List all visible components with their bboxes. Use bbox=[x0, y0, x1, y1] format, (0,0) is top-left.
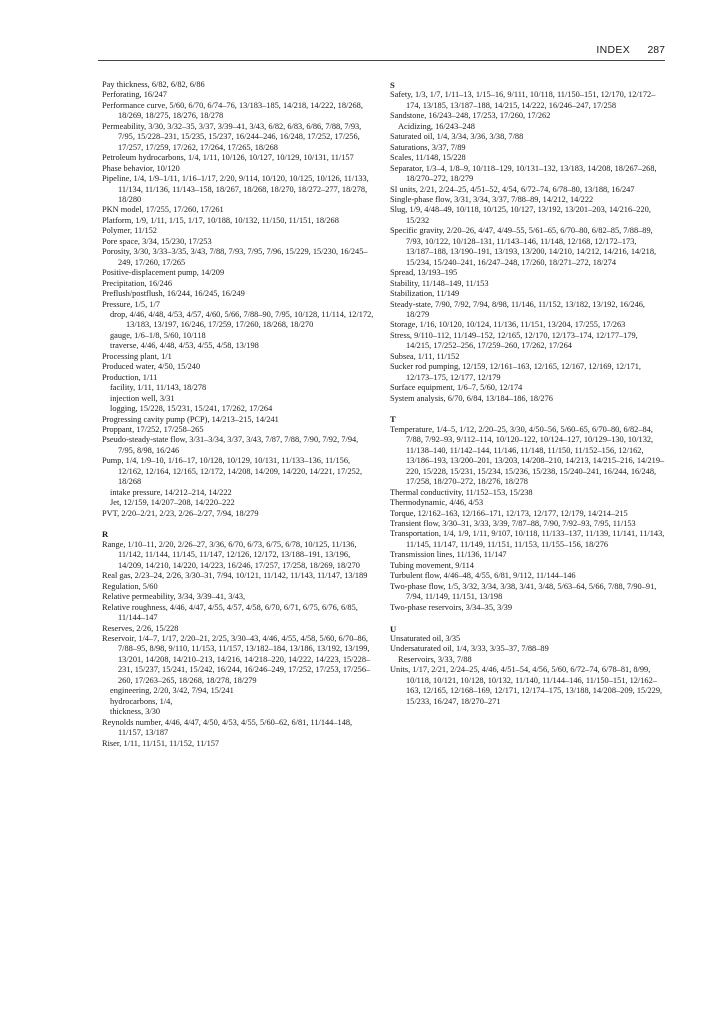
index-entry: Perforating, 16/247 bbox=[102, 90, 167, 100]
section-letter: S bbox=[390, 80, 395, 90]
index-entry: SI units, 2/21, 2/24–25, 4/51–52, 4/54, 6/72–74, 6/78–80, 13/188, 16/247 bbox=[390, 184, 635, 194]
index-subentry: traverse, 4/46, 4/48, 4/53, 4/55, 4/58, 13/198 bbox=[110, 341, 259, 351]
index-entry: Pore space, 3/34, 15/230, 17/253 bbox=[102, 236, 212, 246]
index-entry: Slug, 1/9, 4/48–49, 10/118, 10/125, 10/127, 13/192, 13/201–203, 14/216–220, 15/232 bbox=[390, 205, 651, 225]
index-section-u bbox=[390, 613, 665, 707]
index-entry: Production, 1/11 bbox=[102, 372, 158, 382]
index-entry: Pressure, 1/5, 1/7 bbox=[102, 299, 160, 309]
index-entry: System analysis, 6/70, 6/84, 13/184–186, 18/276 bbox=[390, 393, 553, 403]
index-section-s bbox=[390, 80, 665, 404]
index-entry: Turbulent flow, 4/46–48, 4/55, 6/81, 9/112, 11/144–146 bbox=[390, 571, 576, 581]
index-entry: Undersaturated oil, 1/4, 3/33, 3/35–37, 7/88–89 bbox=[390, 644, 549, 654]
index-entry: Separator, 1/3–4, 1/8–9, 10/118–129, 10/131–132, 13/183, 14/208, 18/267–268, 18/270–272, 18/279 bbox=[390, 163, 657, 184]
index-entry: Pseudo-steady-state flow, 3/31–3/34, 3/37, 3/43, 7/87, 7/88, 7/90, 7/92, 7/94, 7/95, 8/98, 16/246 bbox=[102, 435, 359, 455]
index-entry: Relative roughness, 4/46, 4/47, 4/55, 4/57, 4/58, 6/70, 6/71, 6/75, 6/76, 6/85, 11/144–147 bbox=[102, 602, 358, 623]
index-entry: Thermodynamic, 4/46, 4/53 bbox=[390, 498, 484, 508]
index-entry: PKN model, 17/255, 17/260, 17/261 bbox=[102, 205, 224, 215]
index-entry: Transportation, 1/4, 1/9, 1/11, 9/107, 10/118, 11/133–137, 11/139, 11/141, 11/143, 11/145, 11/147, 11/149, 11/151, 11/153, 11/155–156, 18/276 bbox=[390, 529, 665, 549]
index-subentry: gauge, 1/6–1/8, 5/60, 10/118 bbox=[110, 330, 206, 340]
index-entry: PVT, 2/20–2/21, 2/23, 2/26–2/27, 7/94, 18/279 bbox=[102, 508, 259, 518]
index-entry: Regulation, 5/60 bbox=[102, 581, 158, 591]
index-subentry: injection well, 3/31 bbox=[110, 393, 175, 403]
index-entry: Processing plant, 1/1 bbox=[102, 351, 172, 361]
index-entry: Pipeline, 1/4, 1/9–1/11, 1/16–1/17, 2/20, 9/114, 10/120, 10/125, 10/126, 11/133, 11/134, 11/136, 11/143–158, 18/267, 18/268, 18/270, 18/272–277, 18/278, 18/280 bbox=[102, 174, 369, 204]
index-entry: Precipitation, 16/246 bbox=[102, 278, 172, 288]
index-entry: Two-phase reservoirs, 3/34–35, 3/39 bbox=[390, 602, 512, 612]
index-entry: Units, 1/17, 2/21, 2/24–25, 4/46, 4/51–54, 4/56, 5/60, 6/72–74, 6/78–81, 8/99, 10/118, 10/121, 10/128, 10/132, 11/140, 11/144–146, 11/150–151, 12/162–163, 12/165, 12/168–169, 12/171, 12/174–175, 13/188, 14/208–209, 15/229, 15/233, 16/247, 18/270–271 bbox=[390, 665, 663, 706]
index-entry: Single-phase flow, 3/31, 3/34, 3/37, 7/88–89, 14/212, 14/222 bbox=[390, 194, 594, 204]
index-entry: Permeability, 3/30, 3/32–35, 3/37, 3/39–41, 3/43, 6/82, 6/83, 6/86, 7/88, 7/93, 7/95, 15/228–231, 15/235, 15/237, 16/244–246, 16/248, 17/252, 17/256, 17/257, 17/259, 17/262, 17/264, 17/265, 18/268 bbox=[102, 121, 362, 152]
index-entry: Sandstone, 16/243–248, 17/253, 17/260, 17/262 bbox=[390, 111, 551, 121]
index-subentry: thickness, 3/30 bbox=[110, 707, 161, 717]
index-entry: Storage, 1/16, 10/120, 10/124, 11/136, 11/151, 13/204, 17/255, 17/263 bbox=[390, 320, 626, 330]
index-subentry: intake pressure, 14/212–214, 14/222 bbox=[110, 487, 232, 497]
index-entry: Porosity, 3/30, 3/33–3/35, 3/43, 7/88, 7/93, 7/95, 7/96, 15/229, 15/230, 16/245–249, 17/260, 17/265 bbox=[102, 247, 368, 267]
header-rule bbox=[98, 60, 665, 61]
index-entry: Range, 1/10–11, 2/20, 2/26–27, 3/36, 6/70, 6/73, 6/75, 6/78, 10/125, 11/136, 11/142, 11/144, 11/145, 11/147, 12/126, 12/172, 13/188–191, 13/196, 14/209, 14/210, 14/220, 14/223, 16/246, 17/257, 17/258, 18/269, 18/270 bbox=[102, 539, 360, 570]
index-entry: Surface equipment, 1/6–7, 5/60, 12/174 bbox=[390, 383, 523, 393]
index-entry: Spread, 13/193–195 bbox=[390, 268, 458, 278]
index-entry: Reserves, 2/26, 15/228 bbox=[102, 623, 179, 633]
section-letter: R bbox=[102, 529, 109, 540]
index-entry: Phase behavior, 10/120 bbox=[102, 163, 180, 173]
index-entry: Saturated oil, 1/4, 3/34, 3/36, 3/38, 7/88 bbox=[390, 132, 524, 142]
index-entry: Proppant, 17/252, 17/258–265 bbox=[102, 424, 204, 434]
index-entry: Transient flow, 3/30–31, 3/33, 3/39, 7/87–88, 7/90, 7/92–93, 7/95, 11/153 bbox=[390, 519, 636, 529]
section-gap bbox=[102, 519, 377, 529]
index-entry: Stability, 11/148–149, 11/153 bbox=[390, 278, 489, 288]
index-entry: Two-phase flow, 1/5, 3/32, 3/34, 3/38, 3/41, 3/48, 5/63–64, 5/66, 7/88, 7/90–91, 7/94, 11/149, 11/151, 13/198 bbox=[390, 581, 657, 602]
index-entry: Progressing cavity pump (PCP), 14/213–215, 14/241 bbox=[102, 414, 279, 424]
index-subentry: hydrocarbons, 1/4, bbox=[110, 696, 173, 706]
index-entry: Pump, 1/4, 1/9–10, 1/16–17, 10/128, 10/129, 10/131, 11/133–136, 11/156, 12/162, 12/164, 12/165, 12/172, 14/208, 14/209, 14/220, 14/221, 17/252, 18/268 bbox=[102, 456, 363, 487]
section-letter: U bbox=[390, 623, 397, 634]
index-entry: Stress, 9/110–112, 11/149–152, 12/165, 12/170, 12/173–174, 12/177–179, 14/215, 17/252–256, 17/259–260, 17/262, 17/264 bbox=[390, 330, 638, 351]
index-entry: Platform, 1/9, 1/11, 1/15, 1/17, 10/188, 10/132, 11/150, 11/151, 18/268 bbox=[102, 215, 339, 225]
index-entry: Saturations, 3/37, 7/89 bbox=[390, 142, 466, 152]
index-column-left bbox=[102, 80, 377, 749]
index-subentry: Reservoirs, 3/33, 7/88 bbox=[398, 654, 472, 664]
index-section bbox=[102, 80, 377, 519]
index-entry: Specific gravity, 2/20–26, 4/47, 4/49–55, 5/61–65, 6/70–80, 6/82–85, 7/88–89, 7/93, 10/122, 10/128–131, 11/143–146, 11/148, 12/168, 12/172–173, 13/187–188, 13/190–191, 13/193, 13/200, 14/210, 14/212, 14/216, 14/218, 15/234, 15/240–241, 16/247–248, 17/260, 18/271–272, 18/274 bbox=[390, 226, 657, 267]
index-entry: Riser, 1/11, 11/151, 11/152, 11/157 bbox=[102, 738, 220, 748]
index-entry: Real gas, 2/23–24, 2/26, 3/30–31, 7/94, 10/121, 11/142, 11/143, 11/147, 13/189 bbox=[102, 571, 368, 581]
section-gap bbox=[390, 404, 665, 414]
index-entry: Reservoir, 1/4–7, 1/17, 2/20–21, 2/25, 3/30–43, 4/46, 4/55, 4/58, 5/60, 6/70–86, 7/88–95, 8/98, 9/110, 11/153, 11/157, 13/182–184, 13/186, 13/192, 13/199, 13/201, 14/208, 14/210–213, 14/216, 14/218–220, 14/222, 14/223, 15/228–231, 15/237, 15/241, 15/242, 16/244, 16/246–249, 17/252, 17/253, 17/256–260, 17/263–265, 18/268, 18/278, 18/279 bbox=[102, 634, 371, 685]
index-subentry: facility, 1/11, 11/143, 18/278 bbox=[110, 383, 207, 393]
index-entry: Petroleum hydrocarbons, 1/4, 1/11, 10/126, 10/127, 10/129, 10/131, 11/157 bbox=[102, 153, 354, 163]
index-column-right bbox=[390, 80, 665, 707]
index-entry: Transmission lines, 11/136, 11/147 bbox=[390, 550, 507, 560]
index-entry: Positive-displacement pump, 14/209 bbox=[102, 268, 225, 278]
index-entry: Thermal conductivity, 11/152–153, 15/238 bbox=[390, 487, 533, 497]
index-entry: Tubing movement, 9/114 bbox=[390, 560, 474, 570]
index-entry: Torque, 12/162–163, 12/166–171, 12/173, 12/177, 12/179, 14/214–215 bbox=[390, 508, 628, 518]
index-entry: Subsea, 1/11, 11/152 bbox=[390, 351, 460, 361]
index-subentry: logging, 15/228, 15/231, 15/241, 17/262, 17/264 bbox=[110, 404, 273, 414]
index-entry: Pay thickness, 6/82, 6/82, 6/86 bbox=[102, 80, 205, 89]
header-title: INDEX bbox=[596, 44, 630, 56]
index-section-r bbox=[102, 519, 377, 749]
index-entry: Sucker rod pumping, 12/159, 12/161–163, 12/165, 12/167, 12/169, 12/171, 12/173–175, 12/177, 12/179 bbox=[390, 362, 642, 382]
index-entry: Produced water, 4/50, 15/240 bbox=[102, 362, 201, 372]
index-entry: Reynolds number, 4/46, 4/47, 4/50, 4/53, 4/55, 5/60–62, 6/81, 11/144–148, 11/157, 13/187 bbox=[102, 717, 353, 738]
index-subentry: Acidizing, 16/243–248 bbox=[398, 121, 475, 131]
index-entry: Stabilization, 11/149 bbox=[390, 289, 460, 299]
index-entry: Preflush/postflush, 16/244, 16/245, 16/249 bbox=[102, 289, 245, 299]
index-entry: Temperature, 1/4–5, 1/12, 2/20–25, 3/30, 4/50–56, 5/60–65, 6/70–80, 6/82–84, 7/88, 7/92–93, 9/112–114, 10/120–122, 10/124–127, 10/129–130, 10/132, 11/138–140, 11/142–144, 11/146, 11/148, 11/150, 11/152–156, 12/162, 13/186–193, 13/200–201, 13/203, 14/208–210, 14/213, 14/215–216, 14/219–220, 15/228, 15/231, 15/234, 15/236, 15/238, 15/240–241, 16/244, 16/248, 17/258, 18/270–272, 18/276, 18/278 bbox=[390, 424, 665, 487]
index-entry: Scales, 11/148, 15/228 bbox=[390, 153, 466, 163]
index-subentry: engineering, 2/20, 3/42, 7/94, 15/241 bbox=[110, 686, 234, 696]
running-header bbox=[0, 44, 725, 64]
index-entry: Safety, 1/3, 1/7, 1/11–13, 1/15–16, 9/111, 10/118, 11/150–151, 12/170, 12/172–174, 13/185, 13/187–188, 14/215, 14/222, 16/246–247, 17/258 bbox=[390, 90, 656, 110]
index-entry: Unsaturated oil, 3/35 bbox=[390, 633, 461, 643]
index-entry: Performance curve, 5/60, 6/70, 6/74–76, 13/183–185, 14/218, 14/222, 18/268, 18/269, 18/275, 18/276, 18/278 bbox=[102, 100, 363, 121]
index-section-t bbox=[390, 404, 665, 613]
page-number: 287 bbox=[647, 44, 665, 56]
index-entry: Polymer, 11/152 bbox=[102, 226, 157, 236]
section-gap bbox=[390, 613, 665, 623]
index-subentry: drop, 4/46, 4/48, 4/53, 4/57, 4/60, 5/66, 7/88–90, 7/95, 10/128, 11/114, 12/172, 13/183, 13/197, 16/246, 17/259, 17/260, 18/268, 18/270 bbox=[110, 309, 374, 330]
index-subentry: Jet, 12/159, 14/207–208, 14/220–222 bbox=[110, 498, 235, 508]
index-entry: Relative permeability, 3/34, 3/39–41, 3/43, bbox=[102, 592, 246, 602]
index-entry: Steady-state, 7/90, 7/92, 7/94, 8/98, 11/146, 11/152, 13/182, 13/192, 16/246, 18/279 bbox=[390, 299, 646, 319]
section-letter: T bbox=[390, 414, 396, 425]
